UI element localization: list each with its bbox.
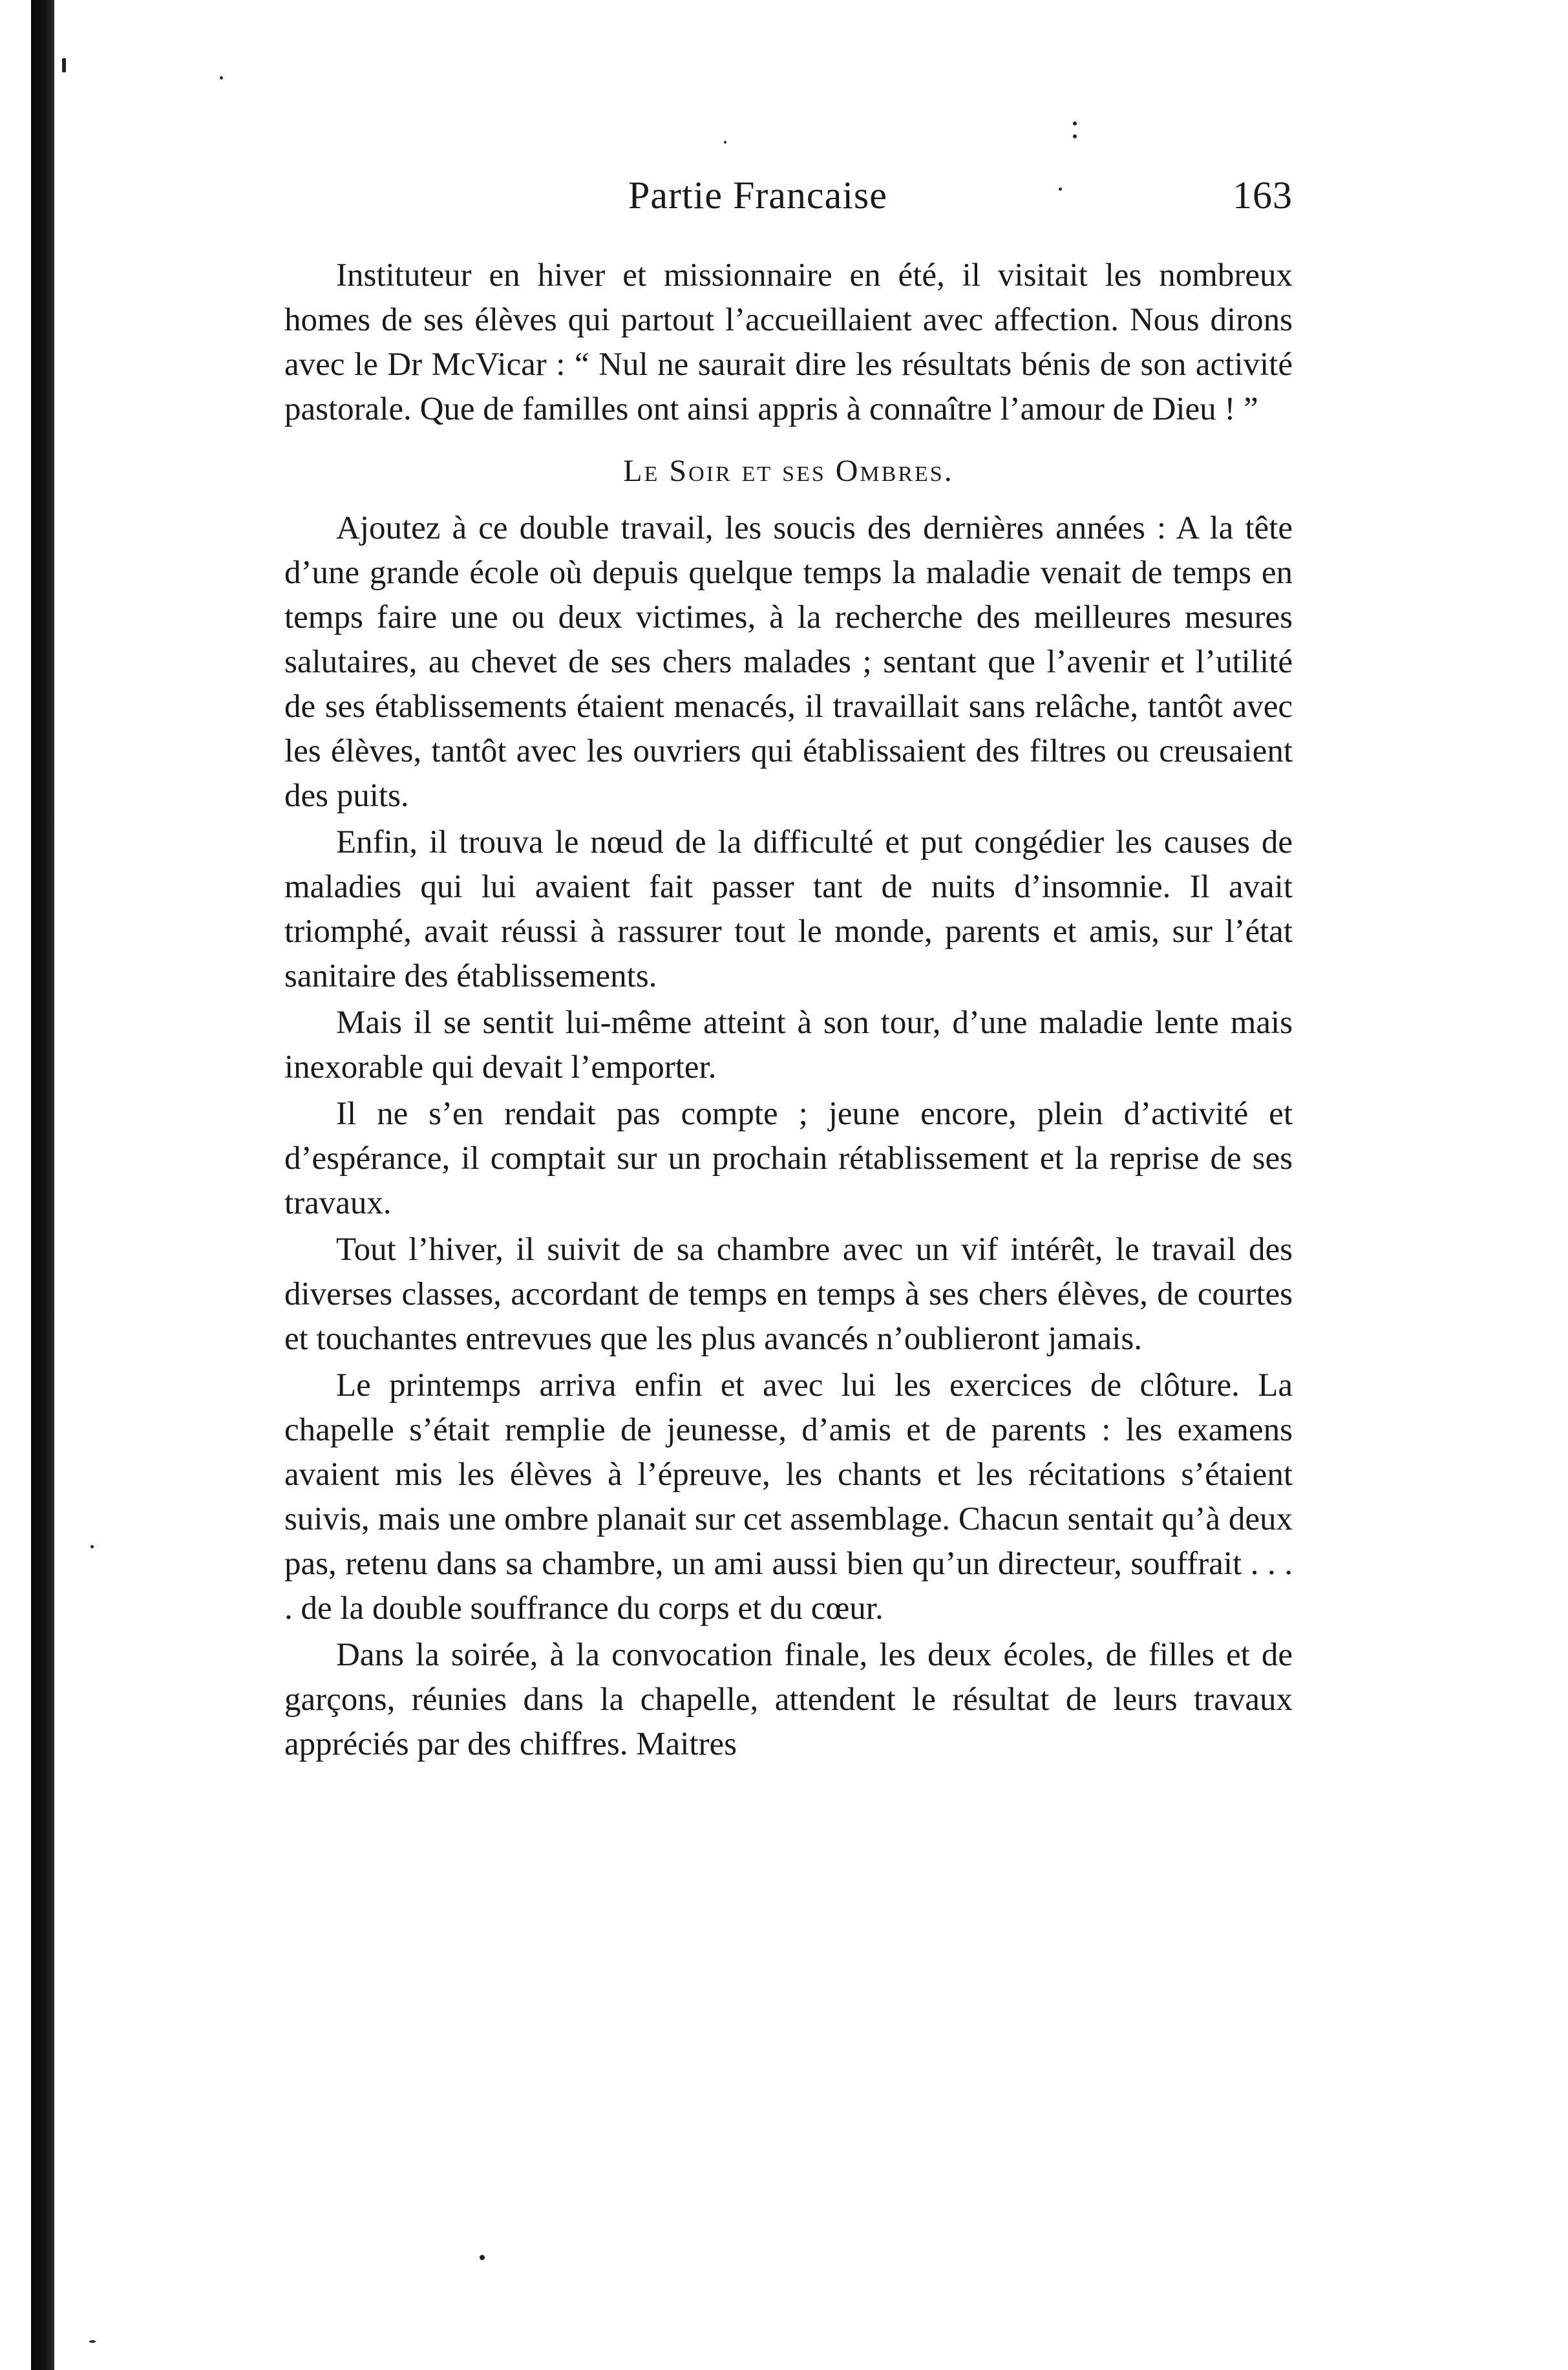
scan-binding-edge [31,0,54,2370]
paragraph: Enfin, il trouva le nœud de la difficulté et put congédier les causes de maladies qui lui avaient fait passer tant de nuits d’insomnie. Il avait triomphé, avait réussi à rassurer tout le monde, parents et amis, sur l’état sanitaire des établissements. [284,824,1293,994]
scan-speck [1073,122,1077,125]
section-heading: Le Soir et ses Ombres. [623,454,954,488]
scan-speck [90,1545,94,1548]
paragraph: Tout l’hiver, il suivit de sa chambre avec un vif intérêt, le travail des diverses classes, accordant de temps en temps à ses chers élèves, de courtes et touchantes entrevues que les plus avancés n’oublieront jamais. [284,1232,1293,1357]
paragraph: Ajoutez à ce double travail, les soucis des dernières années : A la tête d’une grande école où depuis quelque temps la maladie venait de temps en temps faire une ou deux victimes, à la recherche des meilleures mesures salutaires, au chevet de ses chers malades ; sentant que l’avenir et l’utilité de ses établissements étaient menacés, il travaillait sans relâche, tantôt avec les élèves, tantôt avec les ouvriers qui établissaient des filtres ou creusaient des puits. [284,510,1293,814]
paragraph: Instituteur en hiver et missionnaire en été, il visitait les nombreux homes de ses élèves qui partout l’accueillaient avec affection. Nous dirons avec le Dr McVicar : “ Nul ne saurait dire les résultats bénis de son activité pastorale. Que de familles ont ainsi appris à connaître l’amour de Dieu ! ” [284,257,1293,427]
running-title: Partie Francaise [628,174,887,217]
running-header [284,173,1293,231]
scan-speck [480,2255,485,2260]
paragraph: Le printemps arriva enfin et avec lui les exercices de clôture. La chapelle s’était remplie de jeunesse, d’amis et de parents : les examens avaient mis les élèves à l’épreuve, les chants et les récitations s’étaient suivis, mais une ombre planait sur cet assemblage. Chacun sentait qu’à deux pas, retenu dans sa chambre, un ami aussi bien qu’un directeur, souffrait . . . . de la double souffrance du corps et du cœur. [284,1367,1293,1627]
scan-speck [220,76,223,80]
scan-speck [724,141,726,144]
paragraph: Il ne s’en rendait pas compte ; jeune encore, plein d’activité et d’espérance, il comptait sur un prochain rétablissement et la reprise de ses travaux. [284,1096,1293,1221]
scan-speck [1073,134,1077,138]
paragraph: Dans la soirée, à la convocation finale, les deux écoles, de filles et de garçons, réunies dans la chapelle, attendent le résultat de leurs travaux appréciés par des chiffres. Maitres [284,1637,1293,1762]
scan-speck [62,58,66,72]
paragraph: Mais il se sentit lui-même atteint à son tour, d’une maladie lente mais inexorable qui devait l’emporter. [284,1005,1293,1085]
page-number: 163 [1233,174,1293,217]
body-text [284,253,1293,1769]
scan-speck [89,2340,96,2343]
